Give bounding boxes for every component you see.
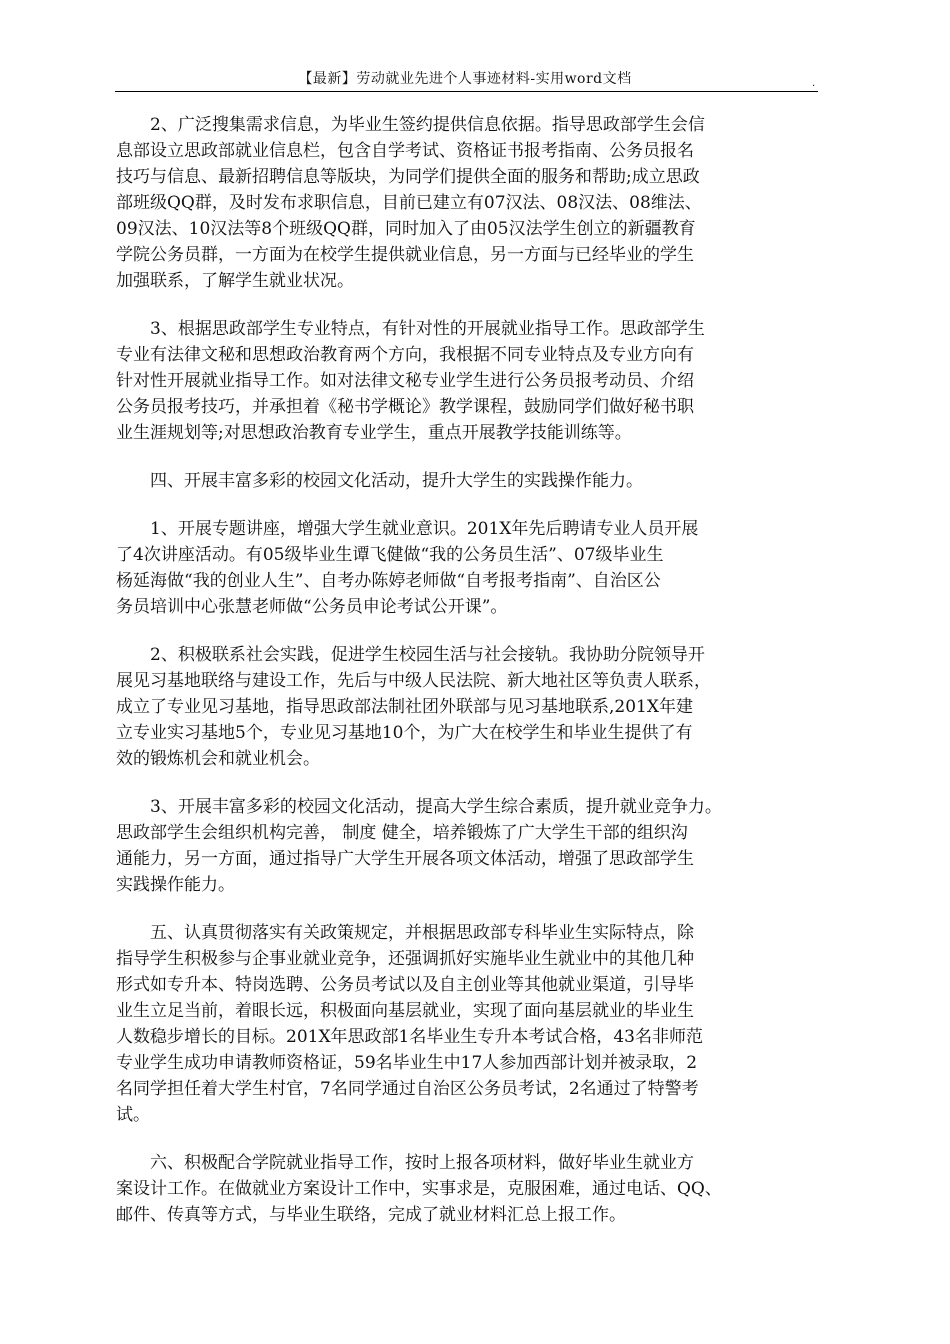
paragraph-line: 指导学生积极参与企事业就业竞争，还强调抓好实施毕业生就业中的其他几种 xyxy=(116,949,694,969)
paragraph-line: 1、开展专题讲座，增强大学生就业意识。201X年先后聘请专业人员开展 xyxy=(150,519,699,539)
paragraph-line: 加强联系，了解学生就业状况。 xyxy=(116,271,354,291)
paragraph-line: 专业学生成功申请教师资格证，59名毕业生中17人参加西部计划并被录取，2 xyxy=(116,1053,698,1073)
paragraph xyxy=(116,316,824,446)
paragraph-line: 通能力，另一方面，通过指导广大学生开展各项文体活动，增强了思政部学生 xyxy=(116,849,694,869)
paragraph xyxy=(116,516,824,620)
paragraph-line: 2、积极联系社会实践，促进学生校园生活与社会接轨。我协助分院领导开 xyxy=(150,645,705,665)
paragraph xyxy=(116,642,824,772)
paragraph xyxy=(116,468,824,494)
paragraph-line: 杨延海做“我的创业人生”、自考办陈婷老师做“自考报考指南”、自治区公 xyxy=(116,571,661,591)
paragraph-line: 2、广泛搜集需求信息，为毕业生签约提供信息依据。指导思政部学生会信 xyxy=(150,115,705,135)
document-body xyxy=(116,112,824,1250)
paragraph-line: 成立了专业见习基地，指导思政部法制社团外联部与见习基地联系,201X年建 xyxy=(116,697,693,717)
paragraph-line: 了4次讲座活动。有05级毕业生谭飞健做“我的公务员生活”、07级毕业生 xyxy=(116,545,664,565)
paragraph-line: 人数稳步增长的目标。201X年思政部1名毕业生专升本考试合格，43名非师范 xyxy=(116,1027,703,1047)
document-header-title: 【最新】劳动就业先进个人事迹材料-实用word文档 xyxy=(298,71,632,87)
paragraph-line: 案设计工作。在做就业方案设计工作中，实事求是，克服困难，通过电话、QQ、 xyxy=(116,1179,722,1199)
paragraph-line: 实践操作能力。 xyxy=(116,875,235,895)
paragraph-line: 思政部学生会组织机构完善， 制度 健全，培养锻炼了广大学生干部的组织沟 xyxy=(116,823,688,843)
paragraph-line: 邮件、传真等方式，与毕业生联络，完成了就业材料汇总上报工作。 xyxy=(116,1205,626,1225)
paragraph-line: 四、开展丰富多彩的校园文化活动，提升大学生的实践操作能力。 xyxy=(150,471,643,491)
paragraph-line: 3、开展丰富多彩的校园文化活动，提高大学生综合素质，提升就业竞争力。 xyxy=(150,797,722,817)
paragraph-line: 息部设立思政部就业信息栏，包含自学考试、资格证书报考指南、公务员报名 xyxy=(116,141,694,161)
paragraph-line: 09汉法、10汉法等8个班级QQ群，同时加入了由05汉法学生创立的新疆教育 xyxy=(116,219,696,239)
paragraph xyxy=(116,1150,824,1228)
paragraph-line: 业生涯规划等;对思想政治教育专业学生，重点开展教学技能训练等。 xyxy=(116,423,632,443)
header-mark: . xyxy=(812,78,816,89)
paragraph-line: 专业有法律文秘和思想政治教育两个方向，我根据不同专业特点及专业方向有 xyxy=(116,345,694,365)
paragraph-line: 务员培训中心张慧老师做“公务员申论考试公开课”。 xyxy=(116,597,508,617)
paragraph-line: 技巧与信息、最新招聘信息等版块，为同学们提供全面的服务和帮助;成立思政 xyxy=(116,167,700,187)
paragraph-line: 学院公务员群，一方面为在校学生提供就业信息，另一方面与已经毕业的学生 xyxy=(116,245,694,265)
paragraph xyxy=(116,112,824,294)
paragraph xyxy=(116,920,824,1128)
header-divider xyxy=(115,91,818,92)
paragraph-line: 名同学担任着大学生村官，7名同学通过自治区公务员考试，2名通过了特警考 xyxy=(116,1079,699,1099)
paragraph-line: 针对性开展就业指导工作。如对法律文秘专业学生进行公务员报考动员、介绍 xyxy=(116,371,694,391)
paragraph-line: 部班级QQ群，及时发布求职信息，目前已建立有07汉法、08汉法、08维法、 xyxy=(116,193,702,213)
paragraph-line: 形式如专升本、特岗选聘、公务员考试以及自主创业等其他就业渠道，引导毕 xyxy=(116,975,694,995)
paragraph-line: 六、积极配合学院就业指导工作，按时上报各项材料，做好毕业生就业方 xyxy=(150,1153,694,1173)
paragraph-line: 展见习基地联络与建设工作，先后与中级人民法院、新大地社区等负责人联系， xyxy=(116,671,711,691)
paragraph-line: 立专业实习基地5个，专业见习基地10个，为广大在校学生和毕业生提供了有 xyxy=(116,723,693,743)
paragraph-line: 公务员报考技巧，并承担着《秘书学概论》教学课程，鼓励同学们做好秘书职 xyxy=(116,397,694,417)
paragraph-line: 业生立足当前，着眼长远，积极面向基层就业，实现了面向基层就业的毕业生 xyxy=(116,1001,694,1021)
paragraph xyxy=(116,794,824,898)
paragraph-line: 试。 xyxy=(116,1105,150,1125)
paragraph-line: 3、根据思政部学生专业特点，有针对性的开展就业指导工作。思政部学生 xyxy=(150,319,705,339)
paragraph-line: 五、认真贯彻落实有关政策规定，并根据思政部专科毕业生实际特点，除 xyxy=(150,923,694,943)
paragraph-line: 效的锻炼机会和就业机会。 xyxy=(116,749,320,769)
